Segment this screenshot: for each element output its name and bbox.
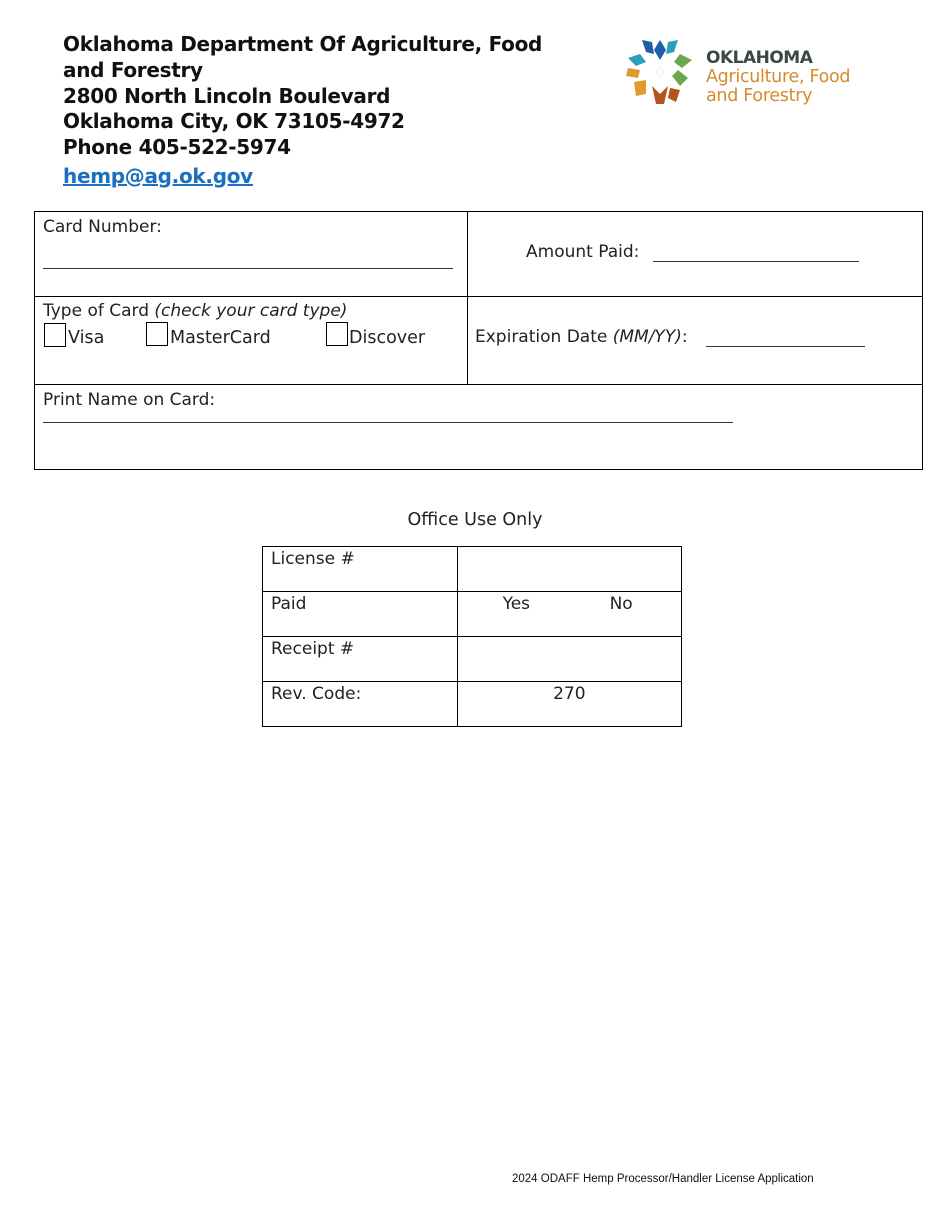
- card-type-title: Type of Card: [43, 301, 150, 321]
- mastercard-label: MasterCard: [170, 328, 271, 348]
- card-number-label: Card Number:: [43, 217, 162, 237]
- receipt-value: [457, 637, 681, 682]
- card-type-label: [43, 301, 347, 321]
- email-link[interactable]: hemp@ag.ok.gov: [63, 164, 253, 188]
- agency-name-line-1: Oklahoma Department Of Agriculture, Food: [63, 32, 543, 56]
- paid-yes: Yes: [502, 594, 531, 614]
- logo-subtitle-1: Agriculture, Food: [706, 67, 851, 87]
- paid-no: No: [609, 594, 633, 614]
- name-on-card-field[interactable]: [43, 422, 733, 423]
- odaff-logo: [624, 36, 894, 110]
- expiration-date-field[interactable]: [706, 327, 865, 347]
- row-divider: [35, 384, 922, 385]
- page-footer: 2024 ODAFF Hemp Processor/Handler License Application: [512, 1173, 814, 1185]
- mastercard-checkbox[interactable]: [146, 322, 168, 346]
- city-state-zip: Oklahoma City, OK 73105-4972: [63, 109, 405, 134]
- table-row: [263, 682, 682, 727]
- expiration-label: Expiration Date (MM/YY):: [475, 327, 688, 347]
- paid-value: [457, 592, 681, 637]
- rev-code-label: Rev. Code:: [263, 682, 458, 727]
- receipt-label: Receipt #: [263, 637, 458, 682]
- star-logo-icon: [624, 36, 696, 108]
- name-on-card-label: Print Name on Card:: [43, 390, 216, 410]
- row-divider: [35, 296, 922, 297]
- license-value: [457, 547, 681, 592]
- phone-number: Phone 405-522-5974: [63, 135, 291, 160]
- visa-label: Visa: [68, 328, 105, 348]
- license-label: License #: [263, 547, 458, 592]
- street-address: 2800 North Lincoln Boulevard: [63, 83, 391, 108]
- logo-subtitle-2: and Forestry: [706, 86, 813, 106]
- card-type-hint: (check your card type): [154, 301, 348, 321]
- discover-checkbox[interactable]: [326, 322, 348, 346]
- card-number-field[interactable]: [43, 268, 453, 269]
- agency-address: [63, 32, 583, 161]
- discover-label: Discover: [349, 328, 426, 348]
- paid-label: Paid: [263, 592, 458, 637]
- rev-code-value: 270: [457, 682, 681, 727]
- table-row: [263, 637, 682, 682]
- visa-checkbox[interactable]: [44, 323, 66, 347]
- amount-paid-field[interactable]: [653, 242, 859, 262]
- table-row: [263, 547, 682, 592]
- amount-paid-label: Amount Paid:: [526, 242, 640, 262]
- office-use-table: [262, 546, 682, 727]
- office-use-title: Office Use Only: [407, 510, 543, 530]
- payment-info-table: [34, 211, 923, 470]
- table-row: [263, 592, 682, 637]
- agency-name-line-2: and Forestry: [63, 57, 203, 82]
- logo-title: OKLAHOMA: [706, 48, 813, 68]
- expiration-hint: (MM/YY): [612, 327, 682, 347]
- column-divider: [467, 212, 468, 385]
- expiration-title: Expiration Date: [475, 327, 608, 347]
